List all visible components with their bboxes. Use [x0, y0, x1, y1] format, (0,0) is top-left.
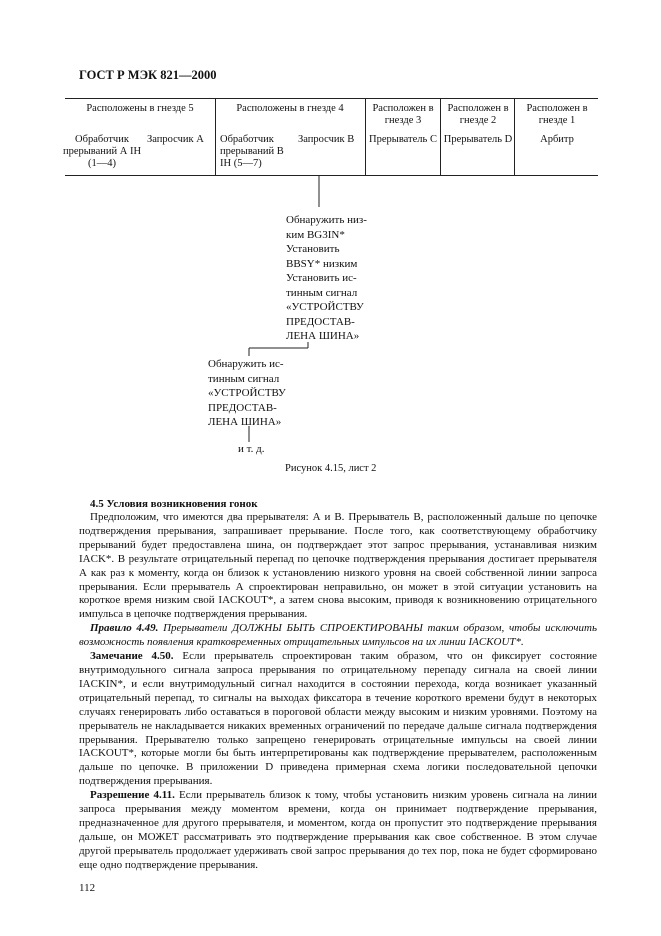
rule-label: Правило 4.49.	[90, 622, 159, 635]
flow-line: тинным сигнал	[208, 372, 280, 385]
requester-a-cell: Запросчик А	[147, 134, 204, 145]
page-number: 112	[79, 882, 96, 894]
flow-line: Обнаружить низ-	[286, 214, 367, 226]
slot4-header: Расположены в гнезде 4	[236, 103, 344, 114]
note-paragraph	[79, 650, 597, 789]
flow-line: «УСТРОЙСТВУ	[286, 301, 364, 313]
requester-b-cell: Запросчик В	[298, 134, 355, 145]
interrupter-c-cell: Прерыватель С	[369, 134, 437, 145]
permission-text: Если прерыватель близок к тому, чтобы установить низким уровень сигнала на линии запроса прерывания между моментом времени, когда он принимает подтверждение прерывания, предназначенное для другого прерывателя, и моментом, когда он пропустит это подтверждение прерывания дальше, он МОЖЕТ рассматривать это подтверждение прерывания как свое собственное. В этом случае другой прерыватель продолжает удерживать свой запрос прерывания до тех пор, пока не будет сформировано еще одно подтверждение прерывания.	[79, 789, 598, 871]
paragraph: Предположим, что имеются два прерывателя: А и В. Прерыватель В, расположенный дальше по цепочке подтверждения прерывания, запрашивает прерывание. После того, как соответствующему обработчику прерываний будет предоставлена шина, он подтверждает этот запрос прерывания, устанавливая низким IACK*. В результате отрицательный перепад по цепочке подтверждения прерывания достигает прерывателя А как раз к моменту, когда он близок к установлению низкого уровня на своей собственной линии запроса прерывания. Если прерыватель А спроектирован неправильно, он может в этой ситуации установить на короткое время низким свой IACKOUT*, а затем снова высоким, приводя к возникновению отрицательного импульса в цепочке подтверждения прерывания.	[79, 511, 597, 621]
body-text	[79, 511, 597, 873]
flow-box-2	[208, 357, 308, 430]
slot3-header: Расположен в гнезде 3	[372, 103, 434, 126]
figure-caption: Рисунок 4.15, лист 2	[285, 463, 377, 474]
flow-line: «УСТРОЙСТВУ	[208, 387, 286, 399]
permission-label: Разрешение 4.11.	[90, 789, 175, 802]
flow-line: тинным сигнал	[286, 286, 358, 299]
document-header: ГОСТ Р МЭК 821—2000	[79, 68, 217, 82]
note-text: Если прерыватель спроектирован таким образом, что он фиксирует состояние внутримодульного сигнала запроса прерывания по отрицательному перепаду сигнала на своей линии IACKIN*, и если внутримодульный сигнал находится в состоянии перехода, когда возникает указанный отрицательный перепад, то сигналы на выходах фиксатора в течение короткого времени будут в некоторых случаях генерировать либо оставаться в пороговой области между высоким и низким уровнями. Поэтому на прерыватель не накладывается никаких временных ограничений по передаче дальше сигнала подтверждения прерывания. Прерывателю только запрещено генерировать отрицательные импульсы на своей линии IACKOUT*, которые могли бы быть интерпретированы как подтверждение прерывателем, расположенным дальше по цепочке. В приложении D приведена примерная схема логики последовательной цепочки подтверждения прерывания.	[79, 650, 598, 788]
flow-line: ЛЕНА ШИНА»	[286, 330, 360, 342]
rule-paragraph	[79, 622, 597, 650]
section-title: 4.5 Условия возникновения гонок	[90, 498, 258, 510]
flow-line: Установить	[286, 243, 340, 255]
flow-line: ЛЕНА ШИНА»	[208, 416, 282, 428]
flow-etc: и т. д.	[238, 443, 265, 455]
flow-line: Установить ис-	[286, 272, 357, 284]
note-label: Замечание 4.50.	[90, 650, 174, 663]
handler-a-cell: Обработчик прерываний А IH (1—4)	[62, 134, 142, 169]
slot2-header: Расположен в гнезде 2	[447, 103, 509, 126]
flow-line: ким BG3IN*	[286, 228, 345, 241]
handler-b-cell: Обработчик прерываний В IH (5—7)	[220, 134, 284, 169]
arbiter-cell: Арбитр	[540, 134, 574, 145]
flow-box-1	[286, 213, 386, 344]
slot1-header: Расположен в гнезде 1	[526, 103, 588, 126]
flow-line: ПРЕДОСТАВ-	[208, 401, 277, 414]
flow-line: ПРЕДОСТАВ-	[286, 315, 355, 328]
slot5-header: Расположены в гнезде 5	[86, 103, 194, 114]
rule-text: Прерыватели ДОЛЖНЫ БЫТЬ СПРОЕКТИРОВАНЫ таким образом, чтобы исключить возможность появления кратковременных отрицательных импульсов на их линии IACKOUT*.	[79, 622, 597, 649]
flow-line: Обнаружить ис-	[208, 358, 284, 370]
interrupter-d-cell: Прерыватель D	[443, 134, 513, 145]
flow-line: BBSY* низким	[286, 257, 358, 270]
permission-paragraph	[79, 789, 597, 872]
